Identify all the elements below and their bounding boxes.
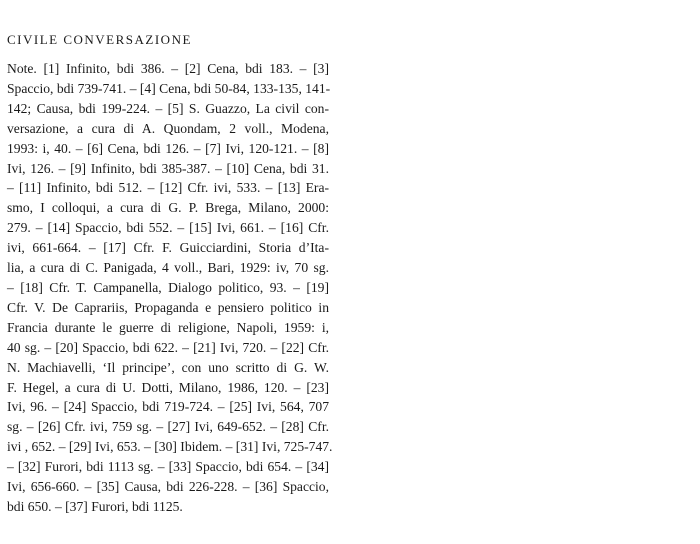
notes-line-10: ivi, 661-664. – [17] Cfr. F. Guicciardini, Storia d’Ita-	[7, 240, 329, 256]
notes-line-2: Spaccio, bdi 739-741. – [4] Cena, bdi 50-84, 133-135, 141-	[7, 80, 331, 96]
notes-line-12: – [18] Cfr. T. Campanella, Dialogo politico, 93. – [19]	[7, 279, 329, 295]
notes-line-19: sg. – [26] Cfr. ivi, 759 sg. – [27] Ivi, 649-652. – [28] Cfr.	[7, 419, 329, 435]
notes-line-23: bdi 650. – [37] Furori, bdi 1125.	[7, 498, 183, 514]
notes-line-18: Ivi, 96. – [24] Spaccio, bdi 719-724. – [25] Ivi, 564, 707	[7, 399, 329, 415]
notes-line-14: Francia durante le guerre di religione, Napoli, 1959: i,	[7, 319, 329, 335]
notes-line-22: Ivi, 656-660. – [35] Causa, bdi 226-228. – [36] Spaccio,	[7, 479, 329, 495]
notes-line-9: 279. – [14] Spaccio, bdi 552. – [15] Ivi, 661. – [16] Cfr.	[7, 220, 329, 236]
notes-line-13: Cfr. V. De Caprariis, Propaganda e pensiero politico in	[7, 299, 329, 315]
notes-paragraph	[7, 59, 333, 517]
running-head: CIVILE CONVERSAZIONE	[7, 32, 192, 47]
notes-line-4: versazione, a cura di A. Quondam, 2 voll., Modena,	[7, 120, 329, 136]
notes-line-15: 40 sg. – [20] Spaccio, bdi 622. – [21] Ivi, 720. – [22] Cfr.	[7, 339, 329, 355]
notes-line-21: – [32] Furori, bdi 1113 sg. – [33] Spaccio, bdi 654. – [34]	[7, 459, 329, 475]
notes-line-5: 1993: i, 40. – [6] Cena, bdi 126. – [7] Ivi, 120-121. – [8]	[7, 140, 329, 156]
notes-line-16: N. Machiavelli, ‘Il principe’, con uno scritto di G. W.	[7, 359, 329, 375]
notes-line-6: Ivi, 126. – [9] Infinito, bdi 385-387. – [10] Cena, bdi 31.	[7, 160, 329, 176]
notes-line-11: lia, a cura di C. Panigada, 4 voll., Bari, 1929: iv, 70 sg.	[7, 260, 329, 276]
notes-line-1: Note. [1] Infinito, bdi 386. – [2] Cena, bdi 183. – [3]	[7, 61, 329, 76]
notes-line-3: 142; Causa, bdi 199-224. – [5] S. Guazzo, La civil con-	[7, 100, 329, 116]
notes-line-20: ivi , 652. – [29] Ivi, 653. – [30] Ibidem. – [31] Ivi, 725-747.	[7, 439, 333, 455]
notes-line-17: F. Hegel, a cura di U. Dotti, Milano, 1986, 120. – [23]	[7, 379, 329, 395]
notes-line-8: smo, I colloqui, a cura di G. P. Brega, Milano, 2000:	[7, 200, 329, 216]
notes-line-7: – [11] Infinito, bdi 512. – [12] Cfr. ivi, 533. – [13] Era-	[7, 180, 329, 196]
